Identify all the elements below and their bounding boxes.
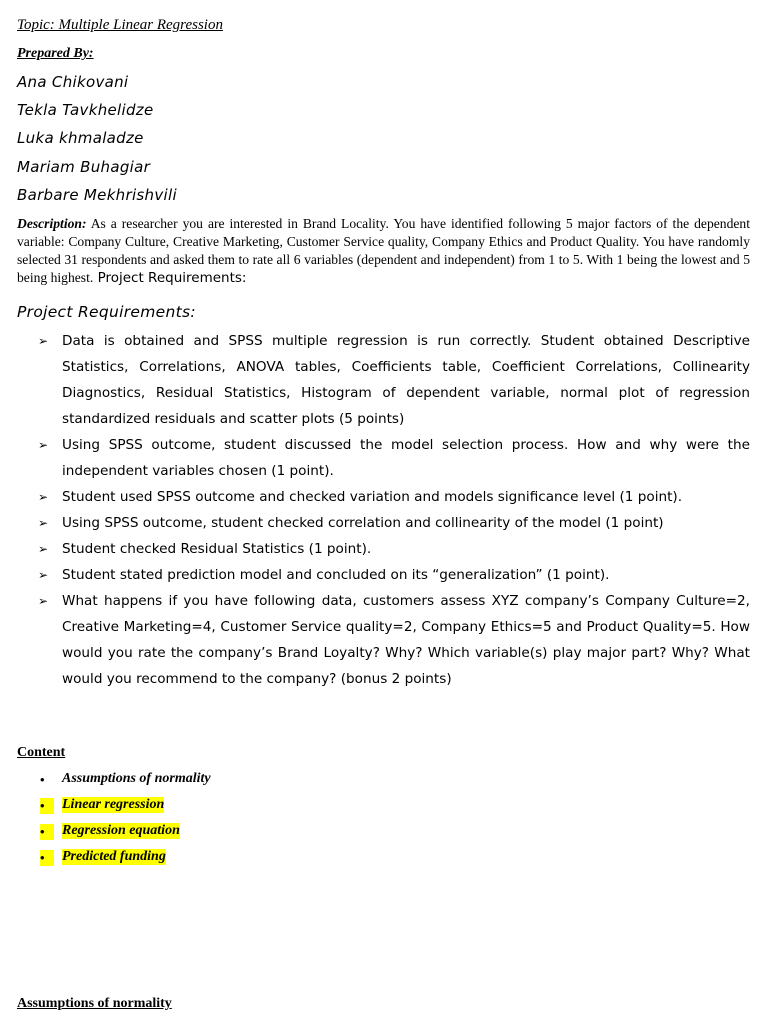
requirement-item <box>38 588 750 692</box>
topic-heading: Topic: Multiple Linear Regression <box>17 17 223 33</box>
requirements-title: Project Requirements <box>17 303 191 321</box>
content-item-label: Regression equation <box>62 823 180 838</box>
arrow-bullet-icon: ➢ <box>38 594 49 608</box>
content-item-label: Predicted funding <box>62 849 166 864</box>
requirements-title-suffix: : <box>190 303 196 321</box>
content-heading: Content <box>17 745 66 760</box>
description-text: As a researcher you are interested in Brand Locality. You have identified following 5 major factors of the dependent variable: Company Culture, Creative Marketing, Customer Service quality, Company Ethics and Product Quality. You have randomly selected 31 respondents and asked them to rate all 6 variables (dependent and independent) from 1 to 5. With 1 being the lowest and 5 being highest. <box>17 216 750 285</box>
requirement-item <box>38 536 750 562</box>
content-item-label: Assumptions of normality <box>62 771 211 786</box>
requirements-list <box>38 328 750 692</box>
description-paragraph <box>17 215 750 287</box>
author-name: Barbare Mekhrishvili <box>17 186 177 204</box>
description-tail: Project Requirements: <box>93 270 247 286</box>
author-name: Mariam Buhagiar <box>17 158 151 176</box>
arrow-bullet-icon: ➢ <box>38 516 49 530</box>
requirement-text: Student stated prediction model and concluded on its “generalization” (1 point). <box>62 567 610 583</box>
arrow-bullet-icon: ➢ <box>38 490 49 504</box>
requirement-text: Using SPSS outcome, student checked correlation and collinearity of the model (1 point) <box>62 515 664 531</box>
arrow-bullet-icon: ➢ <box>38 542 49 556</box>
section-heading: Assumptions of normality <box>17 996 172 1011</box>
requirement-text: Data is obtained and SPSS multiple regression is run correctly. Student obtained Descriptive Statistics, Correlations, ANOVA tables, Coefficients table, Coefficient Correlations, Collinearity Diagnostics, Residual Statistics, Histogram of dependent variable, normal plot of regression standardized residuals and scatter plots (5 points) <box>62 333 750 427</box>
requirement-text: Using SPSS outcome, student discussed the model selection process. How and why were the independent variables chosen (1 point). <box>62 437 750 479</box>
requirement-item <box>38 432 750 484</box>
requirement-item <box>38 510 750 536</box>
author-name: Ana Chikovani <box>17 73 129 91</box>
requirement-text: What happens if you have following data, customers assess XYZ company’s Company Culture=2, Creative Marketing=4, Customer Service quality=2, Company Ethics=5 and Product Quality=5. How would you rate the company’s Brand Loyalty? Why? Which variable(s) play major part? Why? What would you recommend to the company? (bonus 2 points) <box>62 593 750 687</box>
requirements-heading <box>17 303 196 321</box>
requirement-text: Student checked Residual Statistics (1 point). <box>62 541 372 557</box>
prepared-by-label: Prepared By: <box>17 46 94 61</box>
bullet-icon: • <box>40 798 54 814</box>
author-name: Luka khmaladze <box>17 129 144 147</box>
content-item-label: Linear regression <box>62 797 165 812</box>
bullet-icon: • <box>40 772 45 787</box>
requirement-item <box>38 562 750 588</box>
requirement-item <box>38 328 750 432</box>
arrow-bullet-icon: ➢ <box>38 568 49 582</box>
description-label: Description: <box>17 216 87 231</box>
requirement-item <box>38 484 750 510</box>
author-name: Tekla Tavkhelidze <box>17 101 154 119</box>
bullet-icon: • <box>40 850 54 866</box>
requirement-text: Student used SPSS outcome and checked variation and models significance level (1 point). <box>62 489 683 505</box>
arrow-bullet-icon: ➢ <box>38 438 49 452</box>
arrow-bullet-icon: ➢ <box>38 334 49 348</box>
bullet-icon: • <box>40 824 54 840</box>
